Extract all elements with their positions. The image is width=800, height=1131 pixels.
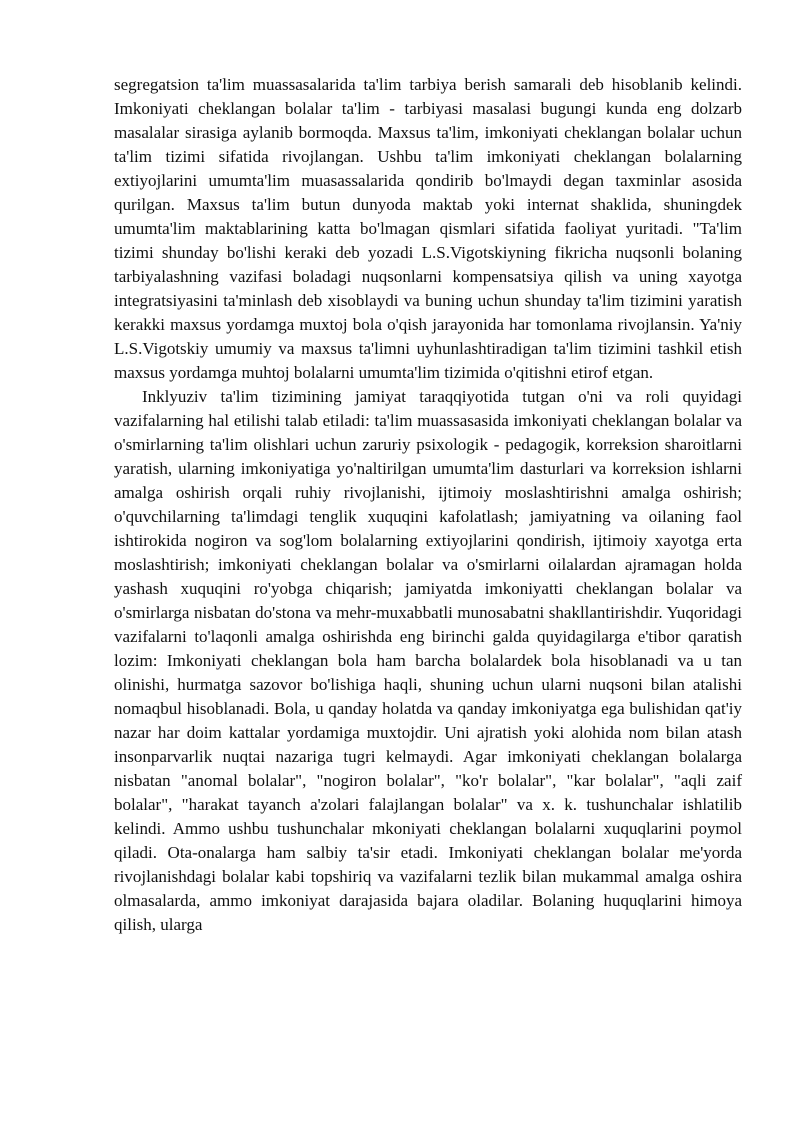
paragraph-continuation: segregatsion ta'lim muassasalarida ta'lim tarbiya berish samarali deb hisoblanib kelindi. Imkoniyati cheklangan bolalar ta'lim - tarbiyasi masalasi bugungi kunda eng dolzarb masalalar sirasiga aylanib bormoqda. Maxsus ta'lim, imkoniyati cheklangan bolalar uchun ta'lim tizimi sifatida rivojlangan. Ushbu ta'lim imkoniyati cheklangan bolalarning extiyojlarini umumta'lim muasassalarida qondirib bo'lmaydi degan taxminlar asosida qurilgan. Maxsus ta'lim butun dunyoda maktab yoki internat shaklida, shuningdek umumta'lim maktablarining katta bo'lmagan qismlari sifatida faoliyat yuritadi. "Ta'lim tizimi shunday bo'lishi keraki deb yozadi L.S.Vigotskiyning fikricha nuqsonli bolaning tarbiyalashning vazifasi boladagi nuqsonlarni kompensatsiya qilish va uning xayotga integratsiyasini ta'minlash deb xisoblaydi va buning uchun shunday ta'lim tizimini yaratish kerakki maxsus yordamga muxtoj bola o'qish jarayonida har tomonlama rivojlansin. Ya'niy L.S.Vigotskiy umumiy va maxsus ta'limni uyhunlashtiradigan ta'lim tizimini tashkil etish maxsus yordamga muhtoj bolalarni umumta'lim tizimida o'qitishni etirof etgan.: [114, 75, 742, 382]
document-page: [114, 73, 742, 937]
paragraph-inclusive-education: Inklyuziv ta'lim tizimining jamiyat taraqqiyotida tutgan o'ni va roli quyidagi vazifalarning hal etilishi talab etiladi: ta'lim muassasasida imkoniyati cheklangan bolalar va o'smirlarning ta'lim olishlari uchun zaruriy psixologik - pedagogik, korreksion sharoitlarni yaratish, ularning imkoniyatiga yo'naltirilgan umumta'lim dasturlari va korreksion ishlarni amalga oshirish orqali ruhiy rivojlanishi, ijtimoiy moslashtirishni amalga oshirish; o'quvchilarning ta'limdagi tenglik xuquqini kafolatlash; jamiyatning va oilaning faol ishtirokida nogiron va sog'lom bolalarning extiyojlarini qondirish, ijtimoiy xayotga erta moslashtirish; imkoniyati cheklangan bolalar va o'smirlarni oilalardan ajramagan holda yashash xuquqini ro'yobga chiqarish; jamiyatda imkoniyatti cheklangan bolalar va o'smirlarga nisbatan do'stona va mehr-muxabbatli munosabatni shakllantirishdir. Yuqoridagi vazifalarni to'laqonli amalga oshirishda eng birinchi galda quyidagilarga e'tibor qaratish lozim: Imkoniyati cheklangan bola ham barcha bolalardek bola hisoblanadi va u tan olinishi, hurmatga sazovor bo'lishiga haqli, shuning uchun ularni nuqsoni bilan atalishi nomaqbul hisoblanadi. Bola, u qanday holatda va qanday imkoniyatga ega bulishidan qat'iy nazar har doim kattalar yordamiga muxtojdir. Uni ajratish yoki alohida nom bilan atash insonparvarlik nuqtai nazariga tugri kelmaydi. Agar imkoniyati cheklangan bolalarga nisbatan "anomal bolalar", "nogiron bolalar", "ko'r bolalar", "kar bolalar", "aqli zaif bolalar", "harakat tayanch a'zolari falajlangan bolalar" va x. k. tushunchalar ishlatilib kelindi. Ammo ushbu tushunchalar mkoniyati cheklangan bolalarni xuquqlarini poymol qiladi. Ota-onalarga ham salbiy ta'sir etadi. Imkoniyati cheklangan bolalar me'yorda rivojlanishdagi bolalar kabi topshiriq va vazifalarni tezlik bilan mukammal amalga oshira olmasalarda, ammo imkoniyat darajasida bajara oladilar. Bolaning huquqlarini himoya qilish, ularga: [114, 387, 742, 934]
